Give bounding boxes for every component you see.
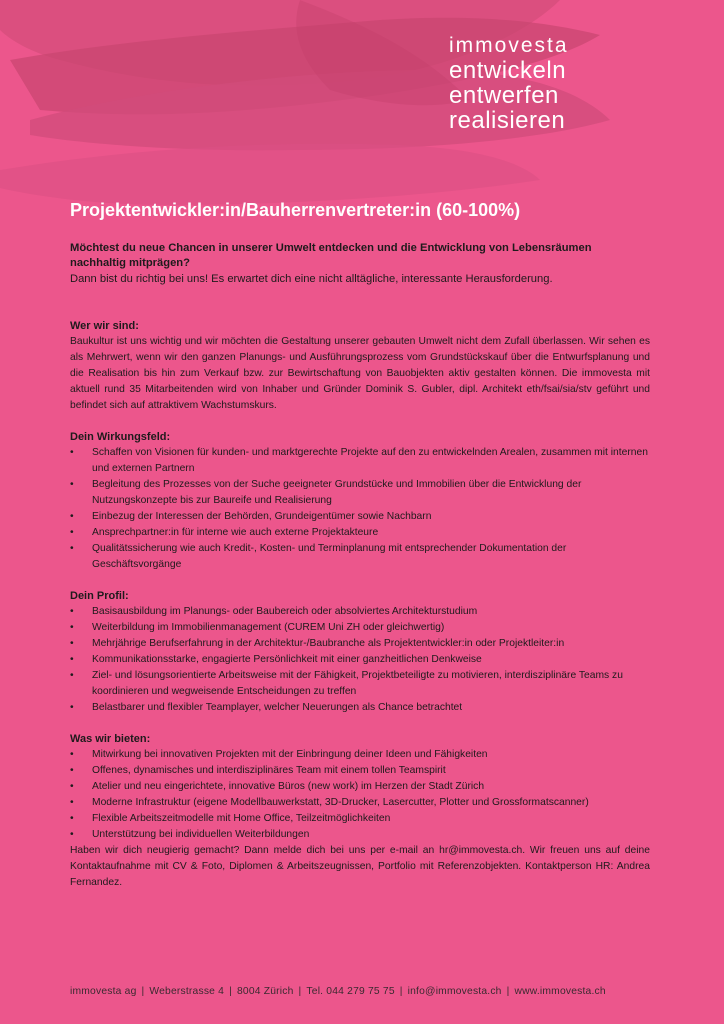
footer-email-link[interactable]: info@immovesta.ch (407, 986, 502, 997)
footer-separator: | (141, 986, 145, 997)
list-item: • Mehrjährige Berufserfahrung in der Architektur-/Baubranche als Projektentwickler:in oder Projektleiter:in (70, 636, 650, 652)
footer-separator: | (298, 986, 302, 997)
list-item: • Ansprechpartner:in für interne wie auch externe Projektakteure (70, 525, 650, 541)
list-item: • Mitwirkung bei innovativen Projekten mit der Einbringung deiner Ideen und Fähigkeiten (70, 747, 650, 763)
bullet-icon: • (70, 749, 74, 760)
section-title-profile: Dein Profil: (70, 590, 129, 602)
footer-separator: | (506, 986, 510, 997)
list-item: • Offenes, dynamisches und interdisziplinäres Team mit einem tollen Teamspirit (70, 763, 650, 779)
bullet-icon: • (70, 511, 74, 522)
section-title-who: Wer wir sind: (70, 320, 139, 332)
list-item: • Kommunikationsstarke, engagierte Persönlichkeit mit einer ganzheitlichen Denkweise (70, 652, 650, 668)
contact-text: Haben wir dich neugierig gemacht? Dann melde dich bei uns per e-mail an hr@immovesta.ch. Wir freuen uns auf deine Kontaktaufnahme mit CV & Foto, Diplomen & Arbeitszeugnissen, Portfolio mit Referenzobjekten. Kontaktperson HR: Andrea Fernandez. (70, 845, 650, 888)
footer (70, 986, 650, 997)
bullet-icon: • (70, 622, 74, 633)
job-title: Projektentwickler:in/Bauherrenvertreter:in (60-100%) (70, 200, 521, 220)
list-item: • Schaffen von Visionen für kunden- und marktgerechte Projekte auf den zu entwickelnden Arealen, zusammen mit internen und externen Partnern (70, 447, 648, 474)
list-item: • Einbezug der Interessen der Behörden, Grundeigentümer sowie Nachbarn (70, 509, 650, 525)
section-title-offer: Was wir bieten: (70, 733, 151, 745)
bullet-icon: • (70, 829, 74, 840)
list-item: • Basisausbildung im Planungs- oder Baubereich oder absolviertes Architekturstudium (70, 604, 650, 620)
bullet-icon: • (70, 797, 74, 808)
logo-brand: immovesta (449, 34, 569, 57)
who-text: Baukultur ist uns wichtig und wir möchten die Gestaltung unserer gebauten Umwelt nicht dem Zufall überlassen. Wir sehen es als Mehrwert, wenn wir den ganzen Planungs- und Ausführungsprozess vom Grundstückskauf über die Entwurfsplanung und die Realisation bis hin zum Verkauf bzw. zur Bewirtschaftung von Bauobjekten aktiv gestalten können. Die immovesta mit aktuell rund 35 Mitarbeitenden wird von Inhaber und Gründer Dominik S. Gubler, dipl. Architekt eth/fsai/sia/stv geführt und befindet sich auf attraktivem Wachstumskurs. (70, 336, 650, 411)
list-item: • Atelier und neu eingerichtete, innovative Büros (new work) im Herzen der Stadt Zürich (70, 779, 650, 795)
list-item: • Unterstützung bei individuellen Weiterbildungen (70, 827, 650, 843)
list-item: • Moderne Infrastruktur (eigene Modellbauwerkstatt, 3D-Drucker, Lasercutter, Plotter und Grossformatscanner) (70, 795, 650, 811)
footer-phone[interactable]: Tel. 044 279 75 75 (306, 986, 395, 997)
bullet-icon: • (70, 638, 74, 649)
list-item: • Ziel- und lösungsorientierte Arbeitsweise mit der Fähigkeit, Projektbeteiligte zu motivieren, interdisziplinäre Teams zu koordinieren und wegweisende Entscheidungen zu treffen (70, 670, 623, 697)
list-item: • Belastbarer und flexibler Teamplayer, welcher Neuerungen als Chance betrachtet (70, 700, 650, 716)
profile-list (70, 604, 650, 716)
job-posting-content (70, 198, 650, 891)
bullet-icon: • (70, 670, 74, 681)
bullet-icon: • (70, 479, 74, 490)
footer-company: immovesta ag (70, 986, 137, 997)
logo-tagline-3: realisieren (449, 107, 566, 134)
bullet-icon: • (70, 527, 74, 538)
logo-tagline-2: entwerfen (449, 82, 559, 109)
list-item: • Flexible Arbeitszeitmodelle mit Home Office, Teilzeitmöglichkeiten (70, 811, 650, 827)
footer-website-link[interactable]: www.immovesta.ch (514, 986, 606, 997)
intro-text: Dann bist du richtig bei uns! Es erwartet dich eine nicht alltägliche, interessante Herausforderung. (70, 273, 553, 285)
offer-list (70, 747, 650, 843)
bullet-icon: • (70, 654, 74, 665)
list-item: • Qualitätssicherung wie auch Kredit-, Kosten- und Terminplanung mit entsprechender Dokumentation der Geschäftsvorgänge (70, 543, 567, 570)
bullet-icon: • (70, 702, 74, 713)
footer-separator: | (399, 986, 403, 997)
field-list (70, 445, 650, 573)
footer-city: 8004 Zürich (236, 986, 294, 997)
bullet-icon: • (70, 447, 74, 458)
bullet-icon: • (70, 765, 74, 776)
list-item: • Weiterbildung im Immobilienmanagement (CUREM Uni ZH oder gleichwertig) (70, 620, 650, 636)
footer-street: Weberstrasse 4 (149, 986, 225, 997)
intro-question: Möchtest du neue Chancen in unserer Umwelt entdecken und die Entwicklung von Lebensräumen nachhaltig mitprägen? (70, 242, 592, 269)
bullet-icon: • (70, 813, 74, 824)
bullet-icon: • (70, 543, 74, 554)
list-item: • Begleitung des Prozesses von der Suche geeigneter Grundstücke und Immobilien über die Entwicklung der Nutzungskonzepte bis zur Baureife und Realisierung (70, 479, 582, 506)
logo-tagline-1: entwickeln (449, 57, 567, 84)
bullet-icon: • (70, 606, 74, 617)
bullet-icon: • (70, 781, 74, 792)
company-logo (449, 34, 649, 133)
section-title-field: Dein Wirkungsfeld: (70, 431, 171, 443)
footer-separator: | (229, 986, 232, 997)
